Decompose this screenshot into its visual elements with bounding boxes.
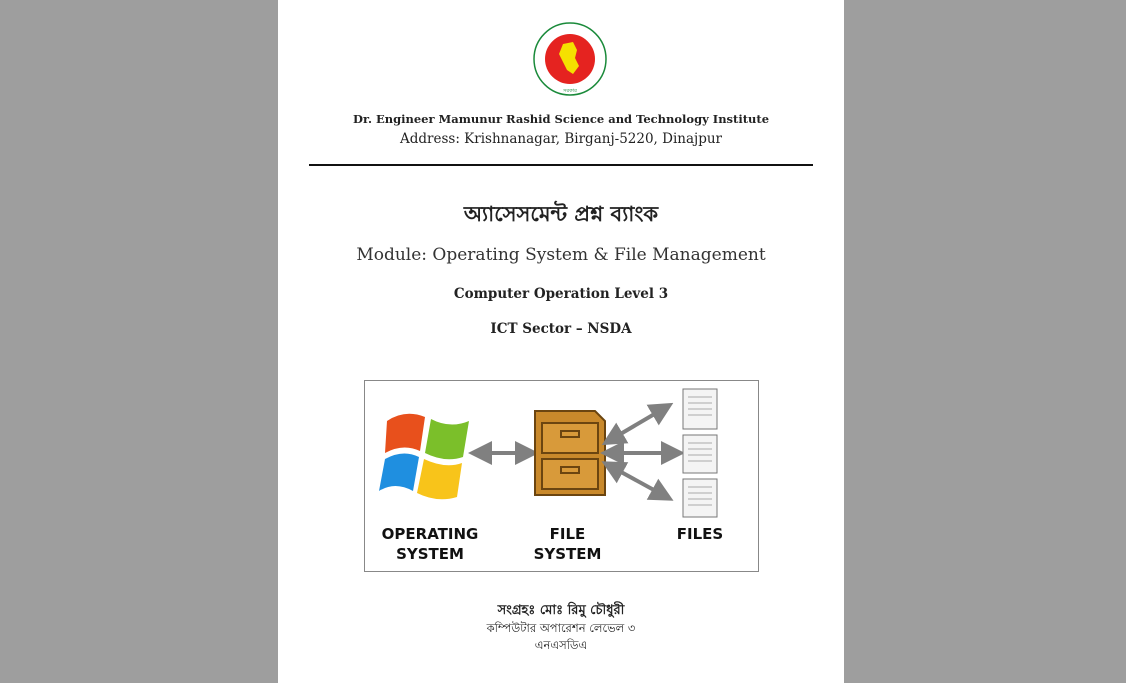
level-title: Computer Operation Level 3 xyxy=(453,286,669,302)
os-file-system-diagram xyxy=(364,380,759,572)
arrow xyxy=(612,409,663,439)
document-title: অ্যাসেসমেন্ট প্রশ্ন ব্যাংক xyxy=(463,202,659,226)
file-cabinet-icon xyxy=(535,411,605,495)
fs-label xyxy=(520,524,615,564)
organization: এনএসডিএ xyxy=(534,638,588,652)
os-label-line1: OPERATING xyxy=(381,525,479,543)
files-label: FILES xyxy=(676,525,724,543)
institute-address: Address: Krishnanagar, Birganj-5220, Dinajpur xyxy=(399,131,722,147)
document-icons xyxy=(683,389,717,517)
sector-title: ICT Sector – NSDA xyxy=(490,321,632,337)
os-label-line2: SYSTEM xyxy=(396,545,464,563)
header-divider xyxy=(309,164,813,166)
module-title: Module: Operating System & File Management xyxy=(356,245,766,265)
fs-label-line2: SYSTEM xyxy=(533,545,602,563)
course-name: কম্পিউটার অপারেশন লেভেল ৩ xyxy=(486,621,636,635)
fs-label-line1: FILE xyxy=(549,525,586,543)
compiled-by: সংগ্রহঃ মোঃ রিমু চৌধুরী xyxy=(497,603,625,618)
os-label xyxy=(375,524,485,564)
svg-text:সরকার: সরকার xyxy=(563,88,577,94)
windows-logo-icon xyxy=(379,414,469,499)
institute-name: Dr. Engineer Mamunur Rashid Science and Technology Institute xyxy=(352,112,770,126)
arrow xyxy=(612,467,663,495)
document-page xyxy=(278,0,844,683)
government-seal-logo xyxy=(533,22,607,96)
